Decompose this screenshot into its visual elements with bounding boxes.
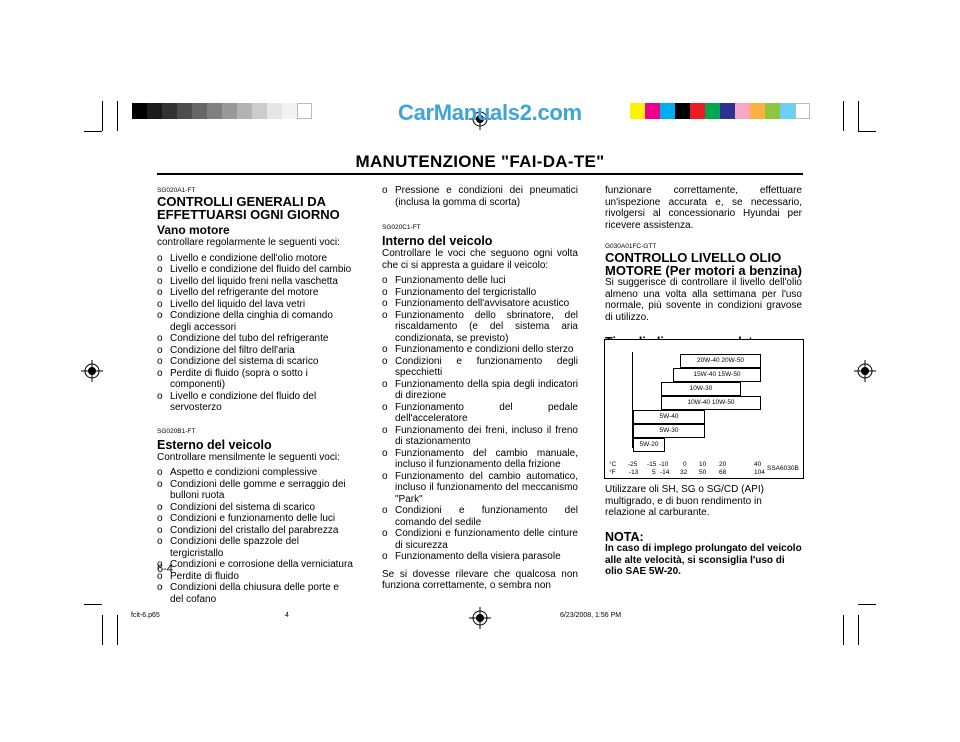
grayscale-bar bbox=[132, 103, 312, 119]
crop-mark bbox=[858, 615, 859, 645]
list-item: o Condizioni e funzionamento degli specchietti bbox=[382, 356, 578, 379]
list-item: o Livello e condizione del fluido del cambio bbox=[157, 264, 355, 276]
footer-file: fcit-6.p65 bbox=[131, 612, 160, 619]
list-item: o Condizioni del sistema di scarico bbox=[157, 502, 355, 514]
list-item: o Condizioni e corrosione della verniciatura bbox=[157, 559, 355, 571]
viscosity-band: 5W-20 bbox=[633, 438, 665, 452]
list-item: o Condizioni delle gomme e serraggio dei bulloni ruota bbox=[157, 479, 355, 502]
list-item: o Aspetto e condizioni complessive bbox=[157, 467, 355, 479]
list-item: o Funzionamento della visiera parasole bbox=[382, 551, 578, 563]
section-heading: Esterno del veicolo bbox=[157, 437, 272, 452]
closing-text: Se si dovesse rilevare che qualcosa non funziona correttamente, o sembra non bbox=[382, 568, 578, 591]
list-item: o Funzionamento del pedale dell'acceleratore bbox=[382, 402, 578, 425]
crop-mark bbox=[84, 131, 102, 132]
viscosity-band: 15W-40 15W-50 bbox=[673, 368, 761, 382]
list-item: o Livello del liquido freni nella vaschetta bbox=[157, 276, 355, 288]
crop-mark bbox=[117, 101, 118, 131]
crop-mark bbox=[102, 615, 103, 645]
section-code: SG020A1-FT bbox=[157, 187, 196, 194]
section-code: G030A01FC-GTT bbox=[605, 243, 657, 250]
color-bar bbox=[630, 103, 810, 119]
unit-label-fahrenheit: °F bbox=[609, 469, 616, 476]
check-list bbox=[382, 185, 578, 208]
tick-label: 20 bbox=[719, 461, 727, 468]
list-item: o Funzionamento del cambio automatico, incluso il funzionamento del meccanismo "Park" bbox=[382, 471, 578, 506]
list-item: o Condizione del sistema di scarico bbox=[157, 356, 355, 368]
tick-label: 40 bbox=[754, 461, 762, 468]
crop-mark bbox=[858, 604, 876, 605]
list-item: o Condizione del tubo del refrigerante bbox=[157, 333, 355, 345]
section-heading: Interno del veicolo bbox=[382, 234, 493, 248]
body-text: Si suggerisce di controllare il livello dell'olio almeno una volta alla settimana per l'uso normale, più sovente in condizioni gravose di utilizzo. bbox=[605, 277, 802, 323]
registration-target-icon bbox=[854, 360, 876, 382]
footer-date: 6/23/2008, 1:56 PM bbox=[560, 612, 622, 619]
crop-mark bbox=[84, 604, 102, 605]
section-code: SG020C1-FT bbox=[382, 224, 421, 231]
tick-label: 32 bbox=[680, 469, 688, 476]
tick-label: -15 bbox=[647, 461, 657, 468]
subsection-heading: Vano motore bbox=[157, 223, 230, 237]
list-item: o Funzionamento del tergicristallo bbox=[382, 287, 578, 299]
section-heading: CONTROLLI GENERALI DA EFFETTUARSI OGNI GIORNO bbox=[157, 194, 340, 222]
tick-label: 5 bbox=[652, 469, 656, 476]
crop-mark bbox=[102, 101, 103, 131]
check-list bbox=[382, 275, 578, 563]
list-item: o Livello e condizione dell'olio motore bbox=[157, 253, 355, 265]
list-item: o Condizioni e funzionamento del comando del sedile bbox=[382, 505, 578, 528]
registration-target-icon bbox=[81, 360, 103, 382]
title-rule bbox=[157, 173, 803, 175]
list-item: o Condizioni del cristallo del parabrezza bbox=[157, 525, 355, 537]
crop-mark bbox=[117, 615, 118, 645]
crop-mark bbox=[843, 615, 844, 645]
unit-label-celsius: °C bbox=[609, 461, 617, 468]
column-1 bbox=[157, 187, 355, 605]
section-heading: CONTROLLO LIVELLO OLIO MOTORE (Per motori a benzina) bbox=[605, 250, 802, 278]
tick-label: -10 bbox=[659, 461, 669, 468]
column-3-lower bbox=[605, 484, 802, 578]
note-body: In caso di implego prolungato del veicolo alle alte velocità, si sconsiglia l'uso di olio SAE 5W-20. bbox=[605, 543, 802, 577]
list-item: o Livello del liquido del lava vetri bbox=[157, 299, 355, 311]
crop-mark bbox=[858, 131, 876, 132]
viscosity-band: 5W-40 bbox=[633, 410, 705, 424]
viscosity-band: 5W-30 bbox=[633, 424, 705, 438]
registration-target-icon bbox=[469, 607, 491, 629]
page-number: 6-4 bbox=[157, 563, 173, 575]
list-item: o Condizione della cinghia di comando degli accessori bbox=[157, 310, 355, 333]
page-title: MANUTENZIONE "FAI-DA-TE" bbox=[355, 152, 605, 171]
tick-label: 68 bbox=[719, 469, 727, 476]
list-item: o Pressione e condizioni dei pneumatici (inclusa la gomma di scorta) bbox=[382, 185, 578, 208]
continued-text: funzionare correttamente, effettuare un'ispezione accurata e, se necessario, rivolgersi al concessionario Hyundai per ricevere assistenza. bbox=[605, 185, 802, 231]
column-3 bbox=[605, 185, 802, 349]
list-item: o Condizioni delle spazzole del tergicristallo bbox=[157, 536, 355, 559]
list-item: o Perdite di fluido (sopra o sotto i componenti) bbox=[157, 368, 355, 391]
tick-label: 50 bbox=[699, 469, 707, 476]
list-item: o Funzionamento e condizioni dello sterzo bbox=[382, 344, 578, 356]
crop-mark bbox=[858, 101, 859, 131]
list-item: o Livello e condizione del fluido del servosterzo bbox=[157, 391, 355, 414]
crop-mark bbox=[843, 101, 844, 131]
tick-label: 104 bbox=[754, 469, 765, 476]
list-item: o Funzionamento dei freni, incluso il freno di stazionamento bbox=[382, 425, 578, 448]
watermark: CarManuals2.com bbox=[398, 100, 582, 125]
figure-reference: SSA6030B bbox=[767, 465, 799, 472]
list-item: o Funzionamento dell'avvisatore acustico bbox=[382, 298, 578, 310]
footer-page: 4 bbox=[285, 612, 289, 619]
oil-viscosity-chart bbox=[604, 339, 804, 479]
intro-text: Controllare le voci che seguono ogni volta che ci si appresta a guidare il veicolo: bbox=[382, 248, 578, 271]
list-item: o Livello del refrigerante del motore bbox=[157, 287, 355, 299]
tick-label: -25 bbox=[628, 461, 638, 468]
tick-label: 10 bbox=[699, 461, 707, 468]
list-item: o Condizioni e funzionamento delle cinture di sicurezza bbox=[382, 528, 578, 551]
viscosity-band: 20W-40 20W-50 bbox=[680, 354, 761, 368]
tick-label: -14 bbox=[660, 469, 670, 476]
tick-label: -13 bbox=[629, 469, 639, 476]
list-item: o Funzionamento del cambio manuale, incluso il funzionamento della frizione bbox=[382, 448, 578, 471]
check-list bbox=[157, 253, 355, 414]
body-text: Utilizzare oli SH, SG o SG/CD (API) multigrado, e di buon rendimento in relazione al carburante. bbox=[605, 484, 764, 518]
list-item: o Funzionamento delle luci bbox=[382, 275, 578, 287]
check-list bbox=[157, 467, 355, 605]
list-item: o Funzionamento della spia degli indicatori di direzione bbox=[382, 379, 578, 402]
intro-text: Controllare mensilmente le seguenti voci: bbox=[157, 451, 340, 463]
note-heading: NOTA: bbox=[605, 529, 644, 544]
intro-text: controllare regolarmente le seguenti voci: bbox=[157, 237, 340, 248]
list-item: o Perdite di fluido bbox=[157, 571, 355, 583]
viscosity-band: 10W-40 10W-50 bbox=[661, 396, 761, 410]
list-item: o Funzionamento dello sbrinatore, del riscaldamento (e del sistema aria condizionata, se previsto) bbox=[382, 310, 578, 345]
tick-label: 0 bbox=[683, 461, 687, 468]
section-code: SG020B1-FT bbox=[157, 427, 196, 435]
list-item: o Condizioni della chiusura delle porte e del cofano bbox=[157, 582, 355, 605]
list-item: o Condizione del filtro dell'aria bbox=[157, 345, 355, 357]
viscosity-band: 10W-30 bbox=[661, 382, 741, 396]
list-item: o Condizioni e funzionamento delle luci bbox=[157, 513, 355, 525]
column-2 bbox=[382, 185, 578, 592]
